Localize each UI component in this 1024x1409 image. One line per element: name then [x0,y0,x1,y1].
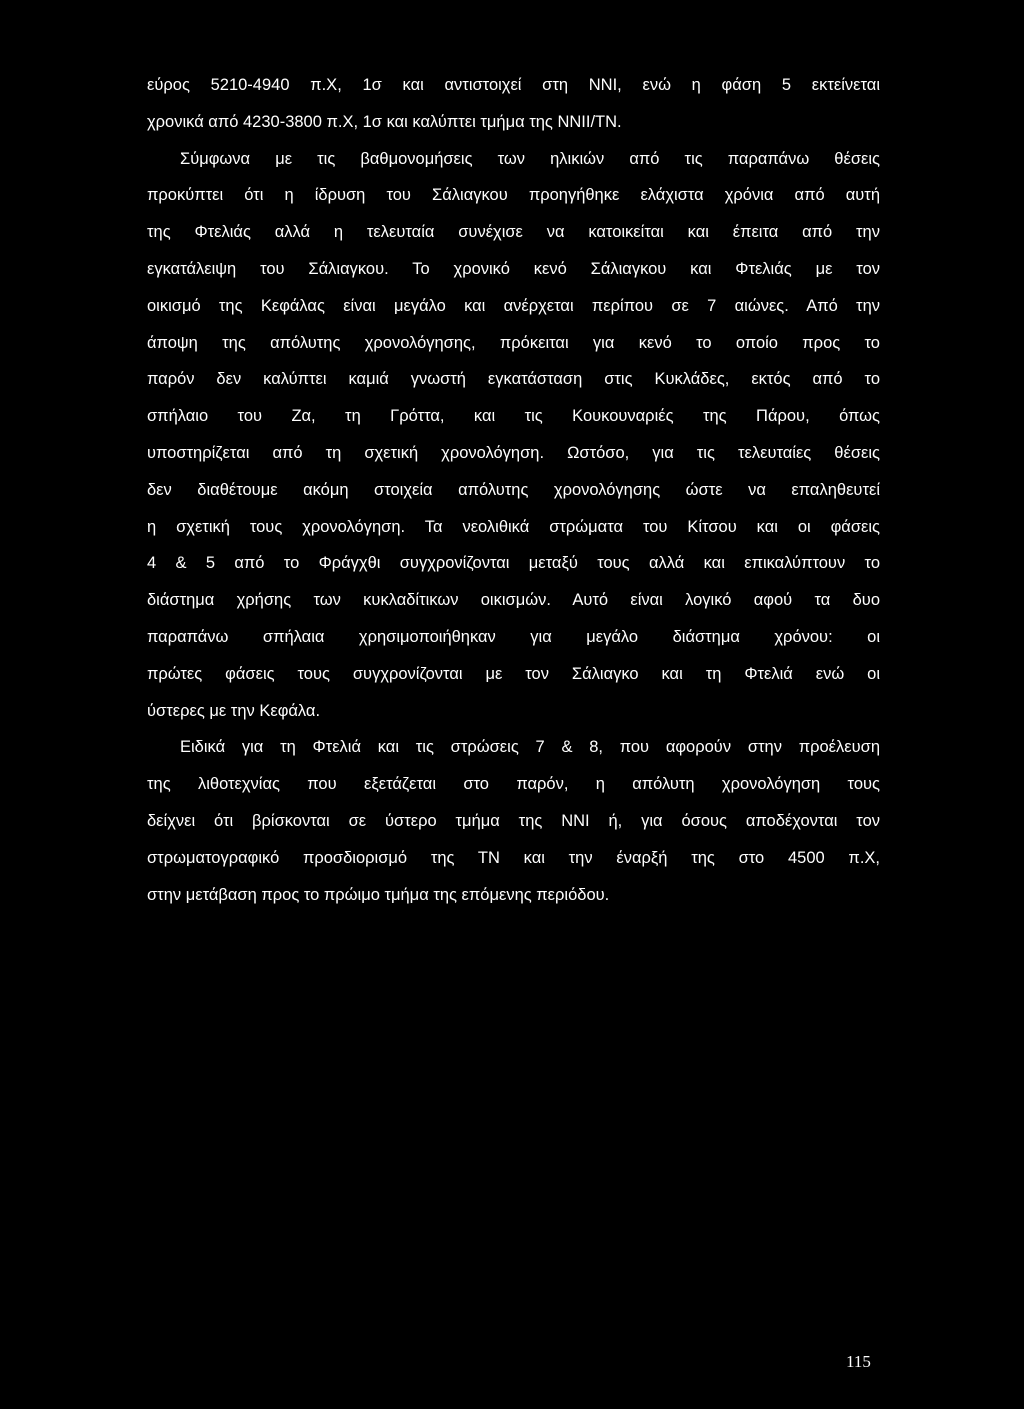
text-line: δεν διαθέτουμε ακόμη στοιχεία απόλυτης χρονολόγησης ώστε να επαληθευτεί [147,480,880,499]
text-line: στην μετάβαση προς το πρώιμο τμήμα της επόμενης περιόδου. [147,885,610,904]
text-line: σπήλαιο του Ζα, τη Γρόττα, και τις Κουκουναριές της Πάρου, όπως [147,407,880,426]
text-line: της Φτελιάς αλλά η τελευταία συνέχισε να κατοικείται και έπειτα από την [147,223,880,242]
text-line: οικισμό της Κεφάλας είναι μεγάλο και ανέρχεται περίπου σε 7 αιώνες. Από την [147,296,880,315]
text-line: παραπάνω σπήλαια χρησιμοποιήθηκαν για μεγάλο διάστημα χρόνου: οι [147,627,880,646]
text-line: η σχετική τους χρονολόγηση. Τα νεολιθικά στρώματα του Κίτσου και οι φάσεις [147,517,880,536]
text-line: της λιθοτεχνίας που εξετάζεται στο παρόν, η απόλυτη χρονολόγηση τους [147,775,880,794]
body-text [147,67,880,913]
text-line: ύστερες με την Κεφάλα. [147,701,321,720]
text-line: εγκατάλειψη του Σάλιαγκου. Το χρονικό κενό Σάλιαγκου και Φτελιάς με τον [147,259,880,278]
text-line: Ειδικά για τη Φτελιά και τις στρώσεις 7 & 8, που αφορούν στην προέλευση [180,738,880,757]
text-line: στρωματογραφικό προσδιορισμό της ΤΝ και την έναρξή της στο 4500 π.Χ, [147,848,880,867]
text-line: Σύμφωνα με τις βαθμονομήσεις των ηλικιών από τις παραπάνω θέσεις [180,149,880,168]
text-line: 4 & 5 από το Φράγχθι συγχρονίζονται μεταξύ τους αλλά και επικαλύπτουν το [147,554,880,573]
text-line: υποστηρίζεται από τη σχετική χρονολόγηση. Ωστόσο, για τις τελευταίες θέσεις [147,443,880,462]
text-line: δείχνει ότι βρίσκονται σε ύστερο τμήμα της ΝΝΙ ή, για όσους αποδέχονται τον [147,811,880,830]
text-line: διάστημα χρήσης των κυκλαδίτικων οικισμών. Αυτό είναι λογικό αφού τα δυο [147,591,880,610]
text-line: πρώτες φάσεις τους συγχρονίζονται με τον Σάλιαγκο και τη Φτελιά ενώ οι [147,664,880,683]
page-number: 115 [846,1352,871,1371]
text-line: εύρος 5210-4940 π.Χ, 1σ και αντιστοιχεί στη ΝΝΙ, ενώ η φάση 5 εκτείνεται [147,76,880,94]
text-line: παρόν δεν καλύπτει καμιά γνωστή εγκατάσταση στις Κυκλάδες, εκτός από το [147,370,880,389]
text-line: χρονικά από 4230-3800 π.Χ, 1σ και καλύπτει τμήμα της ΝΝΙΙ/ΤΝ. [147,112,622,131]
text-line: προκύπτει ότι η ίδρυση του Σάλιαγκου προηγήθηκε ελάχιστα χρόνια από αυτή [147,186,880,205]
text-line: άποψη της απόλυτης χρονολόγησης, πρόκειται για κενό το οποίο προς το [147,333,880,352]
